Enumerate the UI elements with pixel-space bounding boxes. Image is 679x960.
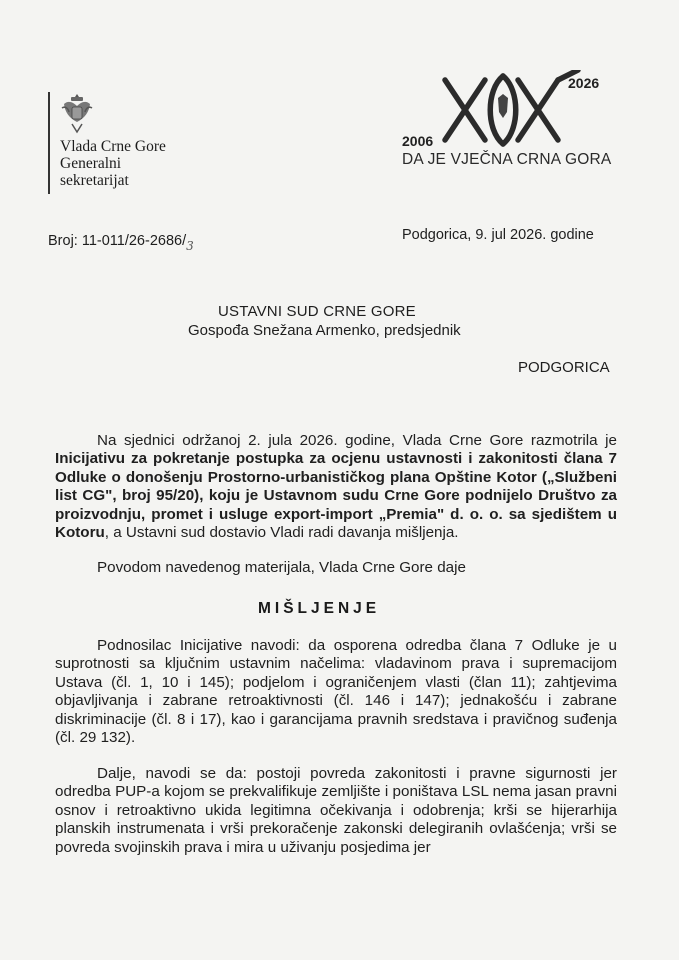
paragraph-4: Dalje, navodi se da: postoji povreda zakonitosti i pravne sigurnosti jer odredba PUP-a kojom se prekvalifikuje zemljište i poništava LSL nema jasan pravni osnov i retroaktivno ukida legitimna očekivanja i odobrenja; krši se hijerarhija planskih instrumenata i vrši prekoračenje zakonski delegiranih ovlašćenja; vrši se povreda svojinskih prava i mira u uživanju posjedima jer (55, 765, 617, 856)
handwritten-suffix: 3 (186, 239, 194, 253)
paragraph-2: Povodom navedenog materijala, Vlada Crne Gore daje (97, 559, 466, 576)
logo-year-top: 2026 (568, 75, 600, 91)
reference-number-text: Broj: 11-011/26-2686/ (48, 233, 187, 249)
place-and-date: Podgorica, 9. jul 2026. godine (402, 227, 594, 243)
paragraph-1-intro: Na sjednici održanoj 2. jula 2026. godine, Vlada Crne Gore razmotrila je (97, 432, 617, 449)
gov-line-3: sekretarijat (60, 172, 129, 189)
paragraph-1 (55, 432, 617, 542)
coat-of-arms-icon (60, 92, 94, 134)
paragraph-3: Podnosilac Inicijative navodi: da osporena odredba člana 7 Odluke je u suprotnosti sa ključnim ustavnim načelima: vladavinom prava i supremacijom Ustava (čl. 1, 10 i 145); podjelom i ograničenjem vlasti (član 11); zahtjevima objavljivanja i zabrane retroaktivnosti (čl. 146 i 147); jednakošću i zabrane diskriminacije (čl. 8 i 17), kao i garancijama pravnih sredstava i pravičnog suđenja (čl. 29 132). (55, 637, 617, 747)
recipient-institution: USTAVNI SUD CRNE GORE (218, 303, 416, 320)
section-title: MIŠLJENJE (258, 600, 381, 617)
logo-year-bottom: 2006 (402, 133, 434, 149)
paragraph-1-initiative: Inicijativu za pokretanje postupka za ocjenu ustavnosti i zakonitosti člana 7 Odluke o donošenju Prostorno-urbanističkog plana Opštine Kotor („Službeni list CG", broj 95/20), koju je Ustavnom sudu Crne Gore podnijelo Društvo za proizvodnju, promet i usluge export-import „Premia" d. o. o. sa sjedištem u Kotoru (55, 450, 617, 542)
recipient-person: Gospođa Snežana Armenko, predsjednik (188, 322, 461, 339)
paragraph-1-end: , a Ustavni sud dostavio Vladi radi davanja mišljenja. (104, 524, 459, 542)
gov-line-2: Generalni (60, 155, 122, 172)
reference-number (48, 233, 194, 253)
recipient-city: PODGORICA (518, 359, 610, 376)
gov-line-1: Vlada Crne Gore (60, 138, 166, 155)
slogan: DA JE VJEČNA CRNA GORA (402, 151, 612, 168)
government-name (60, 138, 166, 189)
header-divider (48, 92, 50, 194)
